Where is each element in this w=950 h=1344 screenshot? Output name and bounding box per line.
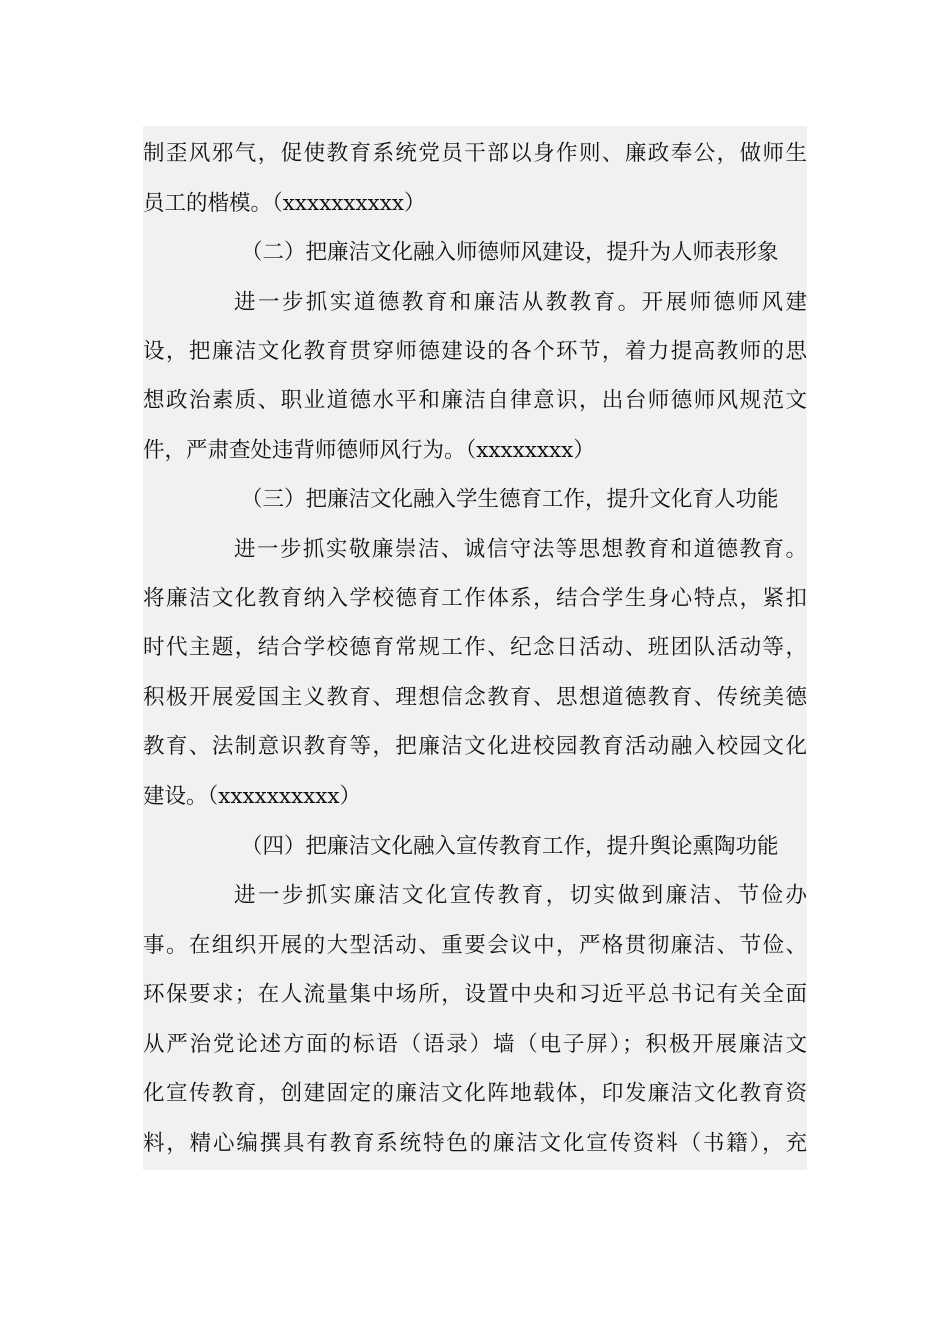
section-heading: （二）把廉洁文化融入师德师风建设，提升为人师表形象 [241,240,779,265]
body-line: 建设。（xxxxxxxxxx） [143,784,362,809]
body-line: 将廉洁文化教育纳入学校德育工作体系，结合学生身心特点，紧扣 [143,586,807,611]
body-line: 料，精心编撰具有教育系统特色的廉洁文化宣传资料（书籍），充 [143,1131,807,1156]
section-heading: （四）把廉洁文化融入宣传教育工作，提升舆论熏陶功能 [241,834,779,859]
body-line: 想政治素质、职业道德水平和廉洁自律意识，出台师德师风规范文 [143,388,807,413]
body-line: 进一步抓实道德教育和廉洁从教教育。开展师德师风建 [234,290,807,315]
document-body [143,126,807,1170]
body-line: 进一步抓实敬廉崇洁、诚信守法等思想教育和道德教育。 [234,537,807,562]
section-heading: （三）把廉洁文化融入学生德育工作，提升文化育人功能 [241,487,779,512]
body-line: 事。在组织开展的大型活动、重要会议中，严格贯彻廉洁、节俭、 [143,933,807,958]
body-line: 从严治党论述方面的标语（语录）墙（电子屏）；积极开展廉洁文 [143,1032,807,1057]
body-line: 化宣传教育，创建固定的廉洁文化阵地载体，印发廉洁文化教育资 [143,1081,807,1106]
body-line: 制歪风邪气，促使教育系统党员干部以身作则、廉政奉公，做师生 [143,141,807,166]
body-line: 进一步抓实廉洁文化宣传教育，切实做到廉洁、节俭办 [234,883,807,908]
body-line: 时代主题，结合学校德育常规工作、纪念日活动、班团队活动等， [143,635,807,660]
body-line: 教育、法制意识教育等，把廉洁文化进校园教育活动融入校园文化 [143,734,807,759]
body-line: 积极开展爱国主义教育、理想信念教育、思想道德教育、传统美德 [143,685,807,710]
body-line: 员工的楷模。（xxxxxxxxxx） [143,191,426,216]
body-line: 件，严肃查处违背师德师风行为。（xxxxxxxx） [143,438,595,463]
body-line: 设，把廉洁文化教育贯穿师德建设的各个环节，着力提高教师的思 [143,339,807,364]
body-line: 环保要求；在人流量集中场所，设置中央和习近平总书记有关全面 [143,982,807,1007]
